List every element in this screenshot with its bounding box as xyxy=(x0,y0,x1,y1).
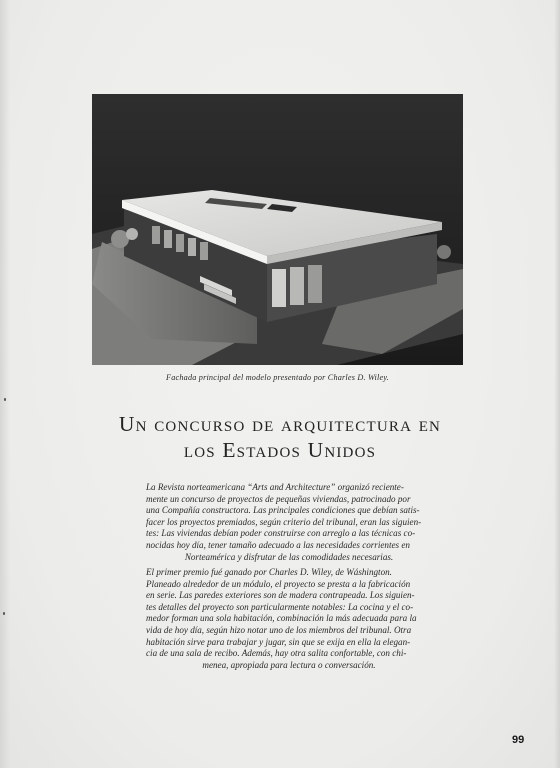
paragraph-1 xyxy=(146,482,432,563)
house-model-illustration xyxy=(92,94,463,365)
photo-caption: Fachada principal del modelo presentado por Charles D. Wiley. xyxy=(166,373,389,382)
article-title xyxy=(60,411,500,463)
text-line: en serie. Las paredes exteriores son de madera contrapeada. Los siguien- xyxy=(146,590,415,601)
text-line: Norteamérica y disfrutar de las comodidades necesarias. xyxy=(184,551,394,562)
text-line: Planeado alrededor de un módulo, el proyecto se presta a la fabricación xyxy=(146,578,411,589)
text-line: habitación sirve para trabajar y jugar, sin que se exija en ella la elegan- xyxy=(146,636,411,647)
title-line-2: los Estados Unidos xyxy=(183,438,377,462)
text-line: tes detalles del proyecto son particularmente notables: La cocina y el co- xyxy=(146,601,414,612)
text-line: tes: Las viviendas debían poder construirse con arreglo a las técnicas co- xyxy=(146,528,416,539)
text-line: medor forman una sola habitación, combinación la más adecuada para la xyxy=(146,613,417,624)
page-gutter-shadow xyxy=(0,0,10,768)
paper-speck xyxy=(3,612,5,615)
text-line: nocidas hoy día, tener tamaño adecuado a las necesidades corrientes en xyxy=(146,539,410,550)
paragraph-2 xyxy=(146,567,432,671)
text-line: facer los proyectos premiados, según criterio del tribunal, eran las siguien- xyxy=(146,516,422,527)
title-line-1: Un concurso de arquitectura en xyxy=(118,412,442,436)
page-number: 99 xyxy=(512,734,525,746)
text-line: cia de una sala de recibo. Además, hay otra salita confortable, con chi- xyxy=(146,648,407,659)
text-line: menea, apropiada para lectura o conversación. xyxy=(202,659,376,670)
text-line: La Revista norteamericana “Arts and Architecture” organizó reciente- xyxy=(146,482,404,492)
text-line: El primer premio fué ganado por Charles D. Wiley, de Wáshington. xyxy=(146,567,392,577)
paper-speck xyxy=(4,398,6,401)
text-line: una Compañía constructora. Las principales condiciones que debían satis- xyxy=(146,505,420,516)
house-model-photo xyxy=(92,94,463,365)
page-edge-shadow xyxy=(554,0,560,768)
text-line: mente un concurso de proyectos de pequeñas viviendas, patrocinado por xyxy=(146,493,411,504)
text-line: vida de hoy día, según hizo notar uno de los miembros del tribunal. Otra xyxy=(146,624,412,635)
